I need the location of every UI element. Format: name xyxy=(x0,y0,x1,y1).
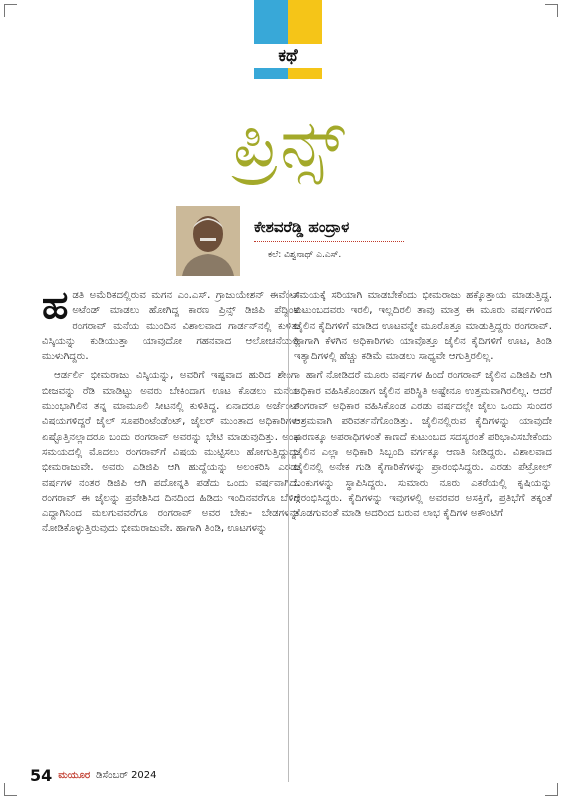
column-divider xyxy=(288,290,289,782)
author-portrait-icon xyxy=(176,206,240,276)
magazine-logo: ಮಯೂರ xyxy=(58,769,91,781)
blue-block xyxy=(254,0,288,44)
crop-mark-bottom-left xyxy=(4,783,17,796)
crop-mark-top-left xyxy=(4,4,17,17)
illustrator-credit: ಕಲೆ: ವಿಶ್ವನಾಥ್ ಎ.ಎಸ್. xyxy=(268,250,342,260)
page-number: 54 xyxy=(30,765,53,785)
body-paragraph: ಸಮಯಕ್ಕೆ ಸರಿಯಾಗಿ ಮಾಡಬೇಕೆಂದು ಭೀಮರಾಜು ಹಕ್ಕೊತ್ತಾಯ ಮಾಡುತ್ತಿದ್ದ. ಕುಟುಂಬದವರು ಇರಲಿ, ಇಲ್ಲದಿರಲಿ ತಾವು ಮಾತ್ರ ಈ ಮೂರು ವರ್ಷಗಳಿಂದ ಜೈಲಿನ ಕೈದಿಗಳಿಗೆ ಮಾಡಿದ ಊಟವನ್ನೇ ಮೂರೊತ್ತೂ ಮಾಡುತ್ತಿದ್ದರು ರಂಗರಾವ್. ಹಾಗಾಗಿ ಕೆಳಗಿನ ಅಧಿಕಾರಿಗಳು ಯಾವೊತ್ತೂ ಜೈಲಿನ ಕೈದಿಗಳಿಗೆ ಊಟ, ತಿಂಡಿ ಇತ್ಯಾದಿಗಳಲ್ಲಿ ಹೆಚ್ಚು ಕಡಿಮೆ ಮಾಡಲು ಸಾಧ್ಯವೇ ಆಗುತ್ತಿರಲಿಲ್ಲ. xyxy=(294,290,552,363)
yellow-strip xyxy=(288,68,322,79)
body-paragraph: ಆರ್ಡರ್ಲಿ ಭೀಮರಾಜು ವಿಸ್ಕಿಯನ್ನು, ಅವರಿಗೆ ಇಷ್ಟವಾದ ಹುರಿದ ಶೇಂಗಾ ಬೀಜವನ್ನು ರೆಡಿ ಮಾಡಿಟ್ಟು ಅವರು ಬೇಕಿಂದಾಗ ಊಟ ಕೊಡಲು ಮನೆಯ ಮುಂಭಾಗಿಲಿನ ತನ್ನ ಮಾಮೂಲಿ ಸೀಟನಲ್ಲಿ ಕುಳಿತಿದ್ದ. ಏನಾದರೂ ಅರ್ಜೆಂಟ್ ವಿಷಯಗಳಿದ್ದರೆ ಜೈಲ್ ಸೂಪರಿಂಟೆಂಡೆಂಟ್, ಜೈಲರ್ ಮುಂತಾದ ಅಧಿಕಾರಿಗಳು ಏಷ್ಟೊತ್ತಿನಲ್ಲಾದರೂ ಬಂದು ರಂಗರಾವ್ ಅವರನ್ನು ಭೇಟಿ ಮಾಡುವುದಿತ್ತು. ಅಂಥ ಸಮಯದಲ್ಲಿ ಮೊದಲು ರಂಗರಾವ್‌ಗೆ ವಿಷಯ ಮುಟ್ಟಿಸಲು ಹೋಗುತ್ತಿದ್ದುದ್ದು ಭೀಮರಾಜುವೇ. ಅವರು ಎಡಿಜಿಪಿ ಆಗಿ ಹುದ್ದೆಯನ್ನು ಅಲಂಕರಿಸಿ ಎರಡು ವರ್ಷಗಳ ನಂತರ ಡಿಜಿಪಿ ಆಗಿ ಪದೋನ್ನತಿ ಪಡೆದು ಒಂದು ವರ್ಷವಾಗಿದೆ. ರಂಗರಾವ್ ಈ ಜೈಲನ್ನು ಪ್ರವೇಶಿಸಿದ ದಿನದಿಂದ ಹಿಡಿದು ಇಂದಿನವರೆಗೂ ಬೆಳಿಗ್ಗೆ ಎದ್ದಾಗಿನಿಂದ ಮಲಗುವವರೆಗೂ ರಂಗರಾವ್ ಅವರ ಬೇಕು- ಬೇಡಗಳನ್ನು ನೋಡಿಕೊಳ್ಳುತ್ತಿರುವುದು ಭೀಮರಾಜುವೇ. ಹಾಗಾಗಿ ತಿಂಡಿ, ಊಟಗಳನ್ನು xyxy=(42,370,300,535)
yellow-block xyxy=(288,0,322,44)
body-column-left xyxy=(42,283,300,541)
body-paragraph xyxy=(42,283,300,364)
story-title-text: ಪ್ರಿನ್ಸ್ xyxy=(233,105,347,182)
author-divider xyxy=(254,241,404,242)
drop-cap: ಹ xyxy=(42,283,69,327)
crop-mark-top-right xyxy=(545,4,558,17)
body-paragraph: ಹಾಗೆ ನೋಡಿದರೆ ಮೂರು ವರ್ಷಗಳ ಹಿಂದೆ ರಂಗರಾವ್ ಜೈಲಿನ ಎಡಿಜಿಪಿ ಆಗಿ ಅಧಿಕಾರ ವಹಿಸಿಕೊಂಡಾಗ ಜೈಲಿನ ಪರಿಸ್ಥಿತಿ ಅಷ್ಟೇನೂ ಉತ್ತಮವಾಗಿರಲಿಲ್ಲ. ಆದರೆ ರಂಗರಾವ್ ಅಧಿಕಾರ ವಹಿಸಿಕೊಂಡ ಎರಡು ವರ್ಷದಲ್ಲೇ ಜೈಲು ಒಂದು ಸುಂದರ ಆಶ್ರಮವಾಗಿ ಪರಿವರ್ತನೆಗೊಂಡಿತ್ತು. ಜೈಲಿನಲ್ಲಿರುವ ಕೈದಿಗಳನ್ನು ಯಾವುದೇ ಕಾರಣಕ್ಕೂ ಅಪರಾಧಿಗಳಂತೆ ಕಾಣದೆ ಕುಟುಂಬದ ಸದಸ್ಯರಂತೆ ಪರಿಭಾವಿಸಬೇಕೆಂದು ಜೈಲಿನ ಎಲ್ಲಾ ಅಧಿಕಾರಿ ಸಿಬ್ಬಂದಿ ವರ್ಗಕ್ಕೂ ಆಣತಿ ನೀಡಿದ್ದರು. ವಿಶಾಲವಾದ ಜೈಲಿನಲ್ಲಿ ಅನೇಕ ಗುಡಿ ಕೈಗಾರಿಕೆಗಳನ್ನು ಪ್ರಾರಂಭಿಸಿದ್ದರು. ಎರಡು ಪೆಟ್ರೋಲ್ ಬಂಕುಗಳನ್ನು ಸ್ಥಾಪಿಸಿದ್ದರು. ಸುಮಾರು ನೂರು ಎಕರೆಯಲ್ಲಿ ಕೃಷಿಯನ್ನು ಆರಂಭಿಸಿದ್ದರು. ಕೈದಿಗಳನ್ನು ಇವುಗಳಲ್ಲಿ ಅವರವರ ಅಸಕ್ತಿಗೆ, ಪ್ರತಿಭೆಗೆ ತಕ್ಕಂತೆ ತೊಡಗುವಂತೆ ಮಾಡಿ ಅದರಿಂದ ಬರುವ ಲಾಭ ಕೈದಿಗಳ ಅಕೌಂಟಿಗೆ xyxy=(294,370,552,520)
story-title xyxy=(160,84,420,204)
author-photo xyxy=(176,206,240,276)
section-label: ಕಥೆ xyxy=(278,46,298,66)
blue-strip xyxy=(254,68,288,79)
page-footer xyxy=(30,760,157,790)
author-name: ಕೇಶವರೆಡ್ಡಿ ಹಂದ್ರಾಳ xyxy=(254,218,350,236)
section-color-strip xyxy=(254,68,322,79)
paragraph-text: ಡತಿ ಅಮೆರಿಕದಲ್ಲಿರುವ ಮಗನ ಎಂ.ಎಸ್. ಗ್ರಾಜುಯೇಶನ್ ಈವೆಂಟ್ ಅಟೆಂಡ್ ಮಾಡಲು ಹೋಗಿದ್ದ ಕಾರಣ ಪ್ರಿನ್ಸ್ ಡಿಜಿಪಿ ಪೆದ್ದಿಂಟಿ ರಂಗರಾವ್ ಮನೆಯ ಮುಂದಿನ ವಿಶಾಲವಾದ ಗಾರ್ಡನ್‌ನಲ್ಲಿ ಕುಳಿತು ವಿಸ್ಕಿಯನ್ನು ಕುಡಿಯುತ್ತಾ ಯಾವುದೋ ಗಹನವಾದ ಆಲೋಚನೆಯಲ್ಲಿ ಮುಳುಗಿದ್ದರು. xyxy=(42,290,300,363)
body-column-right xyxy=(294,288,552,525)
issue-date: ಡಿಸೆಂಬರ್ 2024 xyxy=(96,769,157,781)
section-color-block xyxy=(254,0,322,44)
crop-mark-bottom-right xyxy=(545,783,558,796)
